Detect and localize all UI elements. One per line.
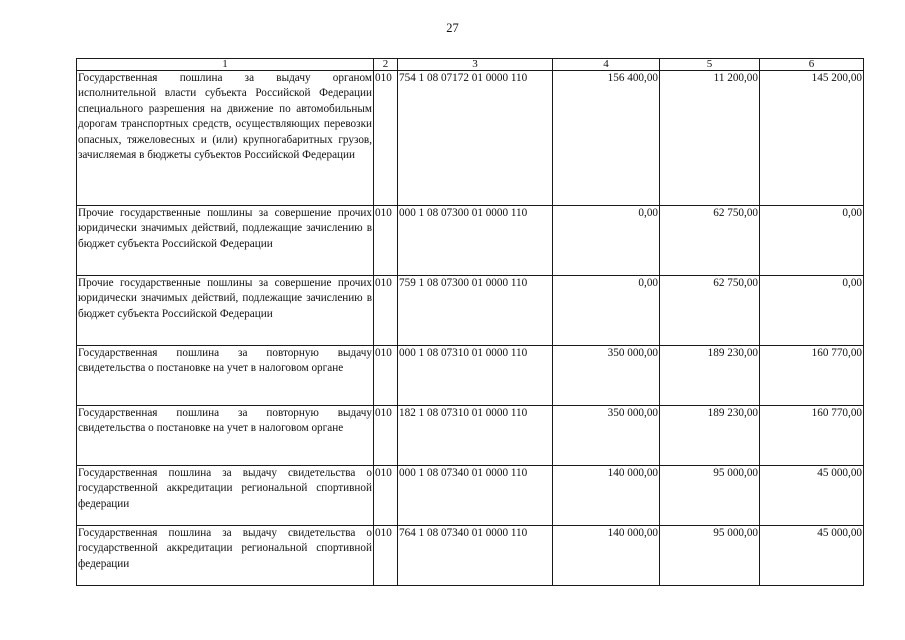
row-name-cell: Государственная пошлина за выдачу органом исполнительной власти субъекта Российской Федерации специального разрешения на движение по автомобильным дорогам транспортных средств, осуществляющих перевозки опасных, тяжеловесных и (или) крупногабаритных грузов, зачисляемая в бюджеты субъектов Российской Федерации bbox=[77, 71, 374, 206]
table-row bbox=[77, 71, 864, 206]
table-row bbox=[77, 206, 864, 276]
row-col6-cell: 0,00 bbox=[760, 276, 864, 346]
row-col5-cell: 189 230,00 bbox=[660, 346, 760, 406]
row-name-cell: Государственная пошлина за выдачу свидетельства о государственной аккредитации региональной спортивной федерации bbox=[77, 466, 374, 526]
row-code-cell: 010 bbox=[374, 346, 398, 406]
page-number: 27 bbox=[446, 21, 459, 35]
table-row bbox=[77, 466, 864, 526]
row-col6-cell: 45 000,00 bbox=[760, 466, 864, 526]
row-col5-cell: 95 000,00 bbox=[660, 526, 760, 586]
row-kbk-cell: 000 1 08 07340 01 0000 110 bbox=[398, 466, 553, 526]
row-kbk-cell: 182 1 08 07310 01 0000 110 bbox=[398, 406, 553, 466]
row-col4-cell: 0,00 bbox=[553, 276, 660, 346]
header-col-3: 3 bbox=[398, 59, 553, 71]
row-name-cell: Прочие государственные пошлины за совершение прочих юридически значимых действий, подлежащие зачислению в бюджет субъекта Российской Федерации bbox=[77, 206, 374, 276]
row-col6-cell: 160 770,00 bbox=[760, 406, 864, 466]
row-col4-cell: 156 400,00 bbox=[553, 71, 660, 206]
row-col4-cell: 0,00 bbox=[553, 206, 660, 276]
row-name-cell: Государственная пошлина за выдачу свидетельства о государственной аккредитации региональной спортивной федерации bbox=[77, 526, 374, 586]
row-col4-cell: 140 000,00 bbox=[553, 526, 660, 586]
table-row bbox=[77, 276, 864, 346]
header-col-4: 4 bbox=[553, 59, 660, 71]
row-code-cell: 010 bbox=[374, 206, 398, 276]
row-kbk-cell: 759 1 08 07300 01 0000 110 bbox=[398, 276, 553, 346]
header-col-1: 1 bbox=[77, 59, 374, 71]
row-name-cell: Государственная пошлина за повторную выдачу свидетельства о постановке на учет в налоговом органе bbox=[77, 406, 374, 466]
row-code-cell: 010 bbox=[374, 526, 398, 586]
row-code-cell: 010 bbox=[374, 276, 398, 346]
row-kbk-cell: 754 1 08 07172 01 0000 110 bbox=[398, 71, 553, 206]
row-col5-cell: 95 000,00 bbox=[660, 466, 760, 526]
table-row bbox=[77, 406, 864, 466]
row-col5-cell: 189 230,00 bbox=[660, 406, 760, 466]
row-kbk-cell: 000 1 08 07300 01 0000 110 bbox=[398, 206, 553, 276]
row-col6-cell: 45 000,00 bbox=[760, 526, 864, 586]
header-col-6: 6 bbox=[760, 59, 864, 71]
row-col5-cell: 11 200,00 bbox=[660, 71, 760, 206]
row-code-cell: 010 bbox=[374, 406, 398, 466]
row-name-cell: Государственная пошлина за повторную выдачу свидетельства о постановке на учет в налоговом органе bbox=[77, 346, 374, 406]
row-col4-cell: 350 000,00 bbox=[553, 346, 660, 406]
row-col6-cell: 160 770,00 bbox=[760, 346, 864, 406]
row-col4-cell: 140 000,00 bbox=[553, 466, 660, 526]
table-row bbox=[77, 526, 864, 586]
budget-table bbox=[76, 58, 864, 586]
row-col6-cell: 0,00 bbox=[760, 206, 864, 276]
row-col6-cell: 145 200,00 bbox=[760, 71, 864, 206]
row-col5-cell: 62 750,00 bbox=[660, 276, 760, 346]
row-code-cell: 010 bbox=[374, 71, 398, 206]
row-kbk-cell: 000 1 08 07310 01 0000 110 bbox=[398, 346, 553, 406]
header-row bbox=[77, 59, 864, 71]
table-row bbox=[77, 346, 864, 406]
row-kbk-cell: 764 1 08 07340 01 0000 110 bbox=[398, 526, 553, 586]
row-col4-cell: 350 000,00 bbox=[553, 406, 660, 466]
header-col-2: 2 bbox=[374, 59, 398, 71]
row-code-cell: 010 bbox=[374, 466, 398, 526]
row-name-cell: Прочие государственные пошлины за совершение прочих юридически значимых действий, подлежащие зачислению в бюджет субъекта Российской Федерации bbox=[77, 276, 374, 346]
row-col5-cell: 62 750,00 bbox=[660, 206, 760, 276]
header-col-5: 5 bbox=[660, 59, 760, 71]
